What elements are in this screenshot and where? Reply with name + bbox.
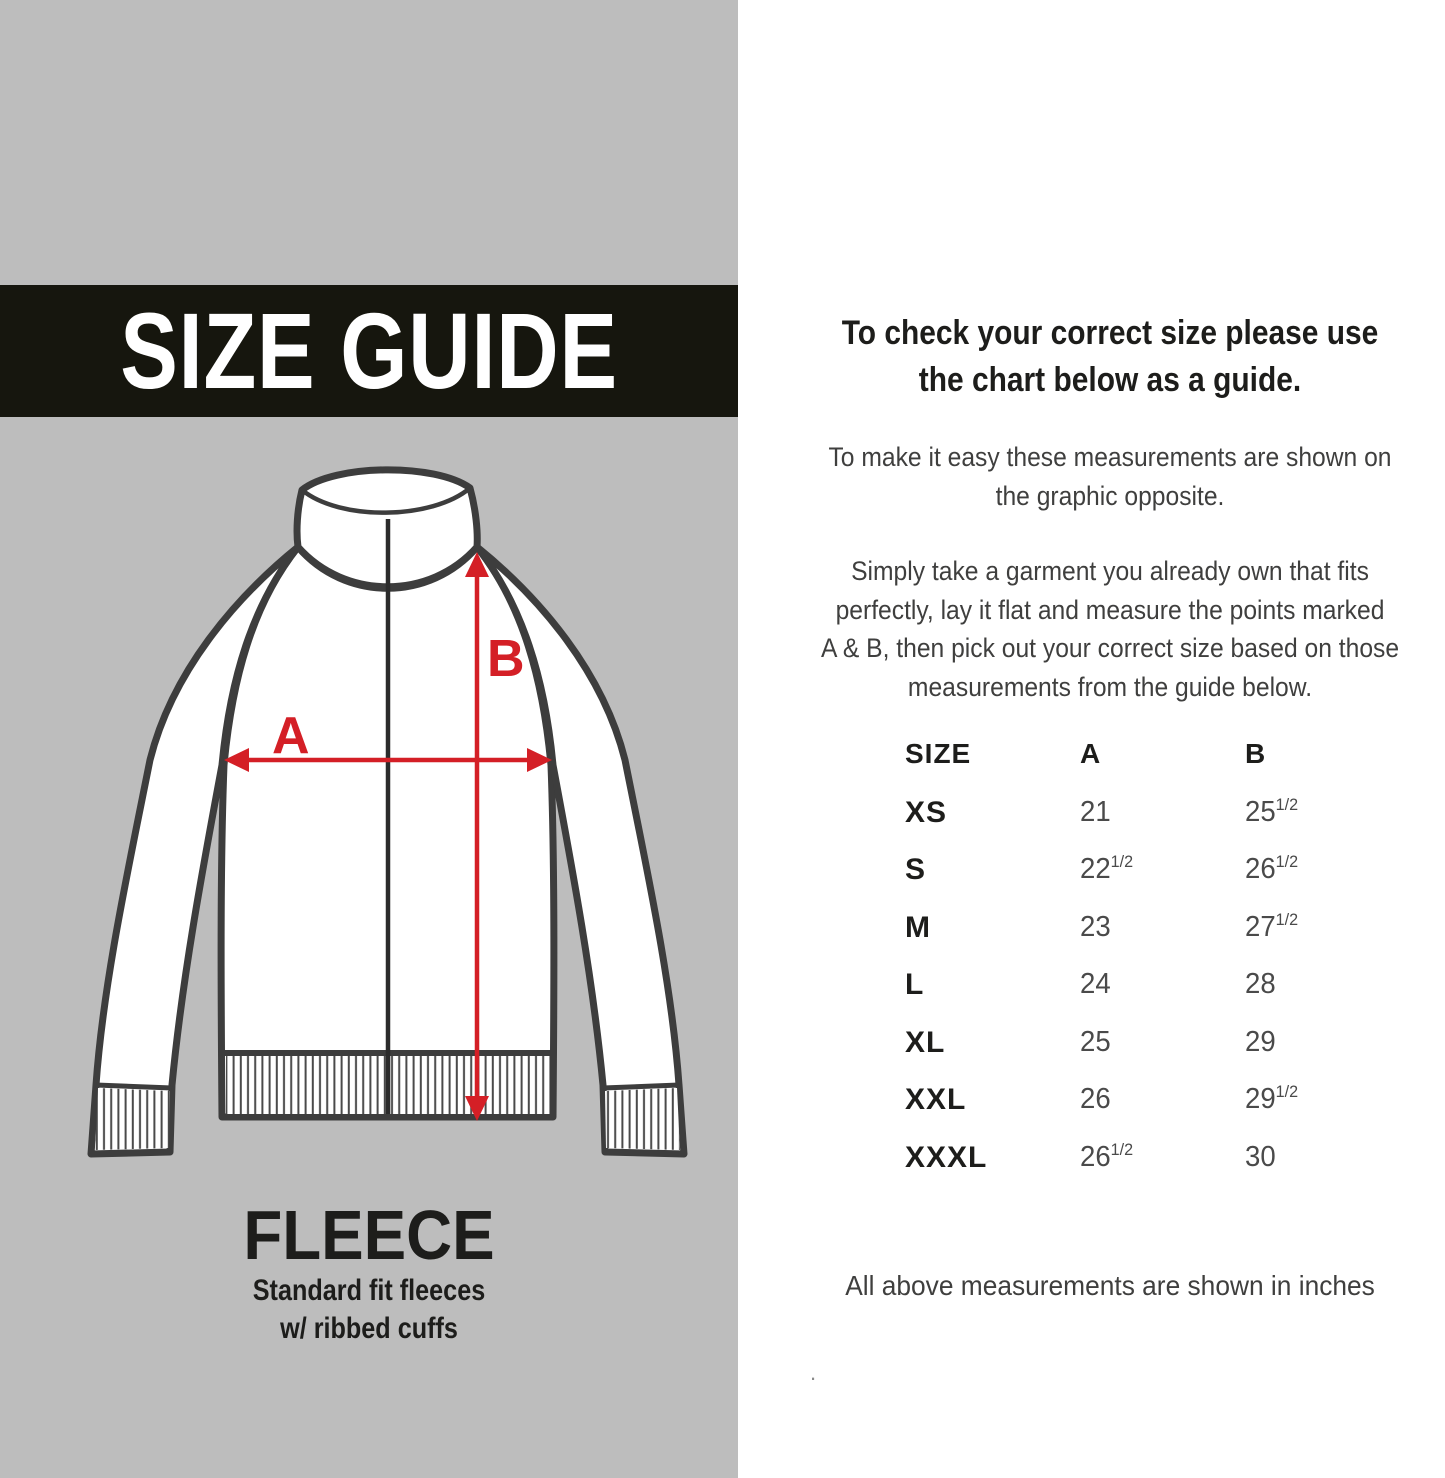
- table-row-b: [1245, 796, 1397, 829]
- right-heading-line1: To check your correct size please use: [841, 314, 1379, 352]
- table-row-size: L: [905, 968, 925, 1001]
- value-a: 25: [1080, 1025, 1111, 1058]
- value-b: 25: [1245, 795, 1276, 828]
- size-table-header-a: A: [1080, 738, 1102, 769]
- value-b: 29: [1245, 1083, 1276, 1115]
- value-b: 30: [1245, 1140, 1276, 1173]
- table-row-b: [1245, 968, 1397, 1001]
- size-table: [905, 738, 1405, 1198]
- left-cuff-seam: [96, 1085, 172, 1088]
- instructions-line4: measurements from the guide below.: [907, 671, 1313, 702]
- value-a: 21: [1080, 795, 1111, 828]
- measure-b-label: B: [487, 630, 525, 688]
- value-a: 24: [1080, 968, 1111, 1000]
- intro-paragraph: [780, 438, 1440, 515]
- value-b: 26: [1245, 853, 1276, 885]
- value-b-fraction: 1/2: [1275, 794, 1299, 814]
- size-table-header-b: B: [1245, 738, 1267, 769]
- units-footnote: [780, 1270, 1440, 1302]
- table-row-a: [1080, 1083, 1237, 1116]
- intro-paragraph-line2: the graphic opposite.: [995, 480, 1225, 511]
- value-b-fraction: 1/2: [1275, 909, 1299, 929]
- table-row-b: [1245, 1026, 1397, 1059]
- product-block: [0, 1198, 738, 1348]
- instructions-line3: A & B, then pick out your correct size based on those: [820, 633, 1400, 663]
- value-a: 22: [1080, 853, 1111, 885]
- value-a: 23: [1080, 910, 1111, 943]
- product-subtitle-line1: Standard fit fleeces: [252, 1274, 486, 1307]
- table-row-a: [1080, 968, 1237, 1001]
- instructions-line1: Simply take a garment you already own that fits: [851, 556, 1369, 586]
- table-row-size: S: [905, 853, 927, 886]
- fleece-diagram: [0, 440, 738, 1200]
- banner-title: SIZE GUIDE: [120, 290, 618, 411]
- table-row-size: M: [905, 910, 931, 944]
- instructions-paragraph: [780, 552, 1440, 706]
- table-row-b: [1245, 1083, 1397, 1116]
- value-b-fraction: 1/2: [1275, 1082, 1299, 1101]
- table-row-a: [1080, 853, 1237, 886]
- left-ribbed-cuff: [95, 1088, 170, 1150]
- value-a-fraction: 1/2: [1110, 852, 1134, 871]
- table-row-size: XXXL: [905, 1140, 988, 1174]
- table-row-a: [1080, 796, 1237, 829]
- measure-a-label: A: [272, 707, 310, 765]
- table-row-a: [1080, 1026, 1237, 1059]
- table-row-b: [1245, 853, 1397, 886]
- intro-paragraph-line1: To make it easy these measurements are shown on: [828, 442, 1392, 472]
- table-row-a: [1080, 911, 1237, 944]
- right-cuff-seam: [603, 1085, 679, 1088]
- table-row-size: XS: [905, 795, 948, 829]
- stray-period: .: [810, 1360, 817, 1385]
- value-a: 26: [1080, 1140, 1111, 1173]
- right-heading-line2: the chart below as a guide.: [918, 361, 1302, 399]
- size-guide-banner: [0, 285, 738, 417]
- table-row-size: XL: [905, 1025, 946, 1059]
- table-row-b: [1245, 1141, 1397, 1174]
- units-footnote-text: All above measurements are shown in inches: [845, 1270, 1375, 1301]
- instructions-line2: perfectly, lay it flat and measure the points marked: [835, 594, 1385, 625]
- right-heading: [780, 310, 1440, 404]
- right-ribbed-cuff: [605, 1088, 680, 1150]
- table-row-b: [1245, 911, 1397, 944]
- table-row-a: [1080, 1141, 1237, 1174]
- value-b: 29: [1245, 1025, 1276, 1058]
- product-title: FLEECE: [243, 1196, 495, 1274]
- value-b-fraction: 1/2: [1275, 852, 1299, 871]
- value-b: 28: [1245, 968, 1276, 1000]
- value-a: 26: [1080, 1083, 1111, 1115]
- size-table-header-size: SIZE: [905, 738, 972, 769]
- value-b: 27: [1245, 910, 1276, 943]
- table-row-size: XXL: [905, 1083, 967, 1116]
- value-a-fraction: 1/2: [1110, 1139, 1134, 1159]
- product-subtitle-line2: w/ ribbed cuffs: [280, 1312, 458, 1345]
